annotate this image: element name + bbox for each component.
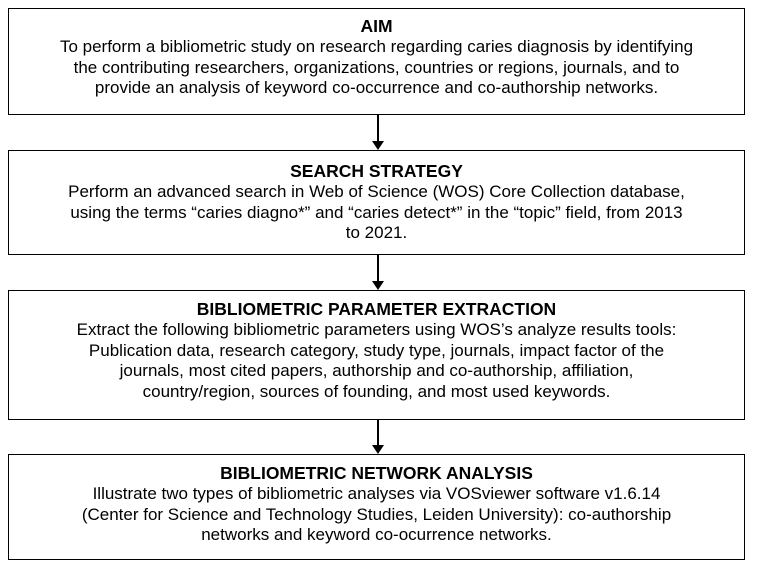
arrow-head [372, 141, 384, 150]
network-analysis-box [8, 454, 745, 560]
search-strategy-title: SEARCH STRATEGY [290, 161, 463, 181]
network-analysis-line-1: Illustrate two types of bibliometric analyses via VOSviewer software v1.6.14 [92, 484, 661, 503]
arrow-head [372, 281, 384, 290]
parameter-extraction-line-3: journals, most cited papers, authorship and co-authorship, affiliation, [119, 361, 634, 380]
network-analysis-line-2: (Center for Science and Technology Studies, Leiden University): co-authorship [81, 504, 672, 524]
arrow-shaft [377, 420, 379, 445]
arrow-shaft [377, 115, 379, 141]
aim-text-line-2: the contributing researchers, organizations, countries or regions, journals, and to [73, 57, 680, 77]
aim-text-line-3: provide an analysis of keyword co-occurrence and co-authorship networks. [94, 78, 659, 97]
search-strategy-line-1: Perform an advanced search in Web of Science (WOS) Core Collection database, [68, 182, 685, 201]
search-strategy-line-3: to 2021. [345, 223, 408, 242]
parameter-extraction-title: BIBLIOMETRIC PARAMETER EXTRACTION [196, 299, 557, 319]
search-strategy-box [8, 150, 745, 255]
network-analysis-line-3: networks and keyword co-ocurrence networks. [201, 525, 552, 544]
parameter-extraction-line-4: country/region, sources of founding, and most used keywords. [142, 381, 611, 401]
parameter-extraction-box [8, 290, 745, 420]
parameter-extraction-line-2: Publication data, research category, study type, journals, impact factor of the [88, 340, 665, 360]
arrow-down-icon [371, 115, 385, 150]
arrow-down-icon [371, 420, 385, 454]
search-strategy-line-2: using the terms “caries diagno*” and “caries detect*” in the “topic” field, from 2013 [70, 202, 683, 222]
aim-title: AIM [360, 16, 393, 36]
aim-box [8, 8, 745, 115]
network-analysis-title: BIBLIOMETRIC NETWORK ANALYSIS [220, 463, 533, 483]
arrow-down-icon [371, 255, 385, 290]
aim-text-line-1: To perform a bibliometric study on research regarding caries diagnosis by identifying [59, 37, 694, 56]
arrow-shaft [377, 255, 379, 281]
parameter-extraction-line-1: Extract the following bibliometric parameters using WOS’s analyze results tools: [76, 320, 677, 339]
arrow-head [372, 445, 384, 454]
